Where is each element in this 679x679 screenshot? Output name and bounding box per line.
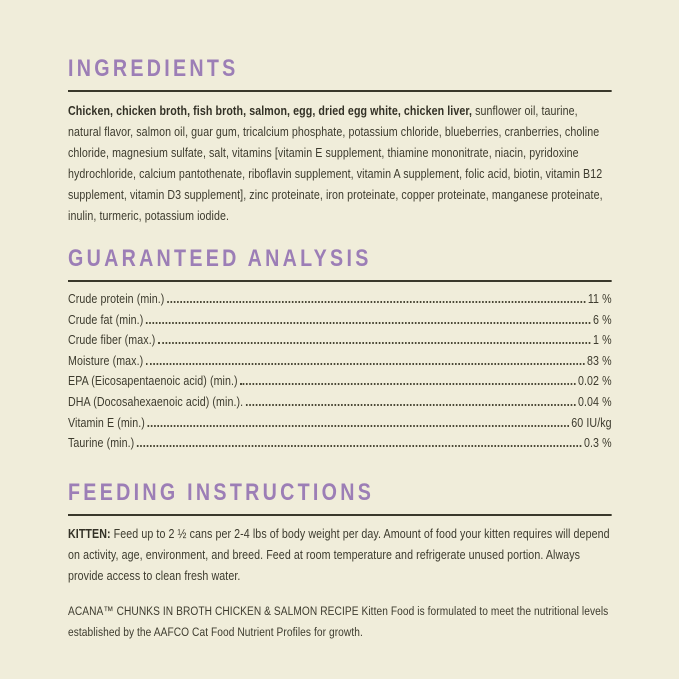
ingredients-rest: sunflower oil, taurine, natural flavor, salmon oil, guar gum, tricalcium phosphate, potassium chloride, blueberries, cranberries, choline chloride, magnesium sulfate, salt, vitamins [vitamin E supplement, thiamine mononitrate, niacin, pyridoxine hydrochloride, calcium pantothenate, riboflavin supplement, vitamin A supplement, folic acid, biotin, vitamin B12 supplement, vitamin D3 supplement], zinc proteinate, iron proteinate, copper proteinate, manganese proteinate, inulin, turmeric, potassium iodide. xyxy=(68,103,603,223)
dot-leader xyxy=(146,363,585,365)
dot-leader xyxy=(246,404,576,406)
kitten-instructions: Feed up to 2 ½ cans per 2-4 lbs of body weight per day. Amount of food your kitten requires will depend on activity, age, environment, and breed. Feed at room temperature and refrigerate unused portion. Always provide access to clean fresh water. xyxy=(68,525,610,583)
analysis-value: 0.04 % xyxy=(577,393,612,409)
ingredients-title: INGREDIENTS xyxy=(68,55,239,82)
guaranteed-analysis-title: GUARANTEED ANALYSIS xyxy=(68,245,372,272)
ingredients-section xyxy=(68,56,612,226)
analysis-row-dha xyxy=(68,392,612,413)
dot-leader xyxy=(158,342,591,344)
analysis-label: DHA (Docosahexaenoic acid) (min.). xyxy=(68,393,244,409)
section-divider xyxy=(68,90,612,92)
analysis-row-crude-fat xyxy=(68,310,612,331)
analysis-label: Moisture (max.) xyxy=(68,352,144,368)
analysis-table xyxy=(68,289,612,454)
analysis-label: Taurine (min.) xyxy=(68,435,135,451)
analysis-row-taurine xyxy=(68,433,612,454)
analysis-label: EPA (Eicosapentaenoic acid) (min.) xyxy=(68,373,238,389)
kitten-feeding-text xyxy=(68,523,612,586)
feeding-instructions-title: FEEDING INSTRUCTIONS xyxy=(68,478,375,506)
analysis-value: 11 % xyxy=(587,291,612,306)
analysis-label: Crude fat (min.) xyxy=(68,311,144,327)
analysis-label: Vitamin E (min.) xyxy=(68,414,145,430)
dot-leader xyxy=(147,425,568,427)
analysis-row-epa xyxy=(68,371,612,392)
aafco-statement: ACANA™ CHUNKS IN BROTH CHICKEN & SALMON RECIPE Kitten Food is formulated to meet the nutritional levels established by the AAFCO Cat Food Nutrient Profiles for growth. xyxy=(68,603,609,639)
ingredients-lead-bold: Chicken, chicken broth, fish broth, salmon, egg, dried egg white, chicken liver, xyxy=(68,103,473,118)
analysis-row-vitamin-e xyxy=(68,413,612,434)
dot-leader xyxy=(167,301,585,303)
dot-leader xyxy=(146,322,591,324)
analysis-value: 6 % xyxy=(593,311,612,327)
label-content xyxy=(68,56,612,643)
feeding-instructions-section xyxy=(68,480,612,643)
analysis-value: 0.3 % xyxy=(583,435,612,451)
kitten-label: KITTEN: xyxy=(68,525,111,541)
analysis-row-moisture xyxy=(68,351,612,372)
analysis-row-crude-protein xyxy=(68,289,612,310)
guaranteed-analysis-section xyxy=(68,246,612,454)
ingredients-text xyxy=(68,100,612,226)
analysis-value: 83 % xyxy=(587,352,612,368)
section-divider xyxy=(68,280,612,282)
analysis-label: Crude fiber (max.) xyxy=(68,332,156,348)
section-divider xyxy=(68,514,612,516)
analysis-value: 0.02 % xyxy=(577,373,612,389)
dot-leader xyxy=(137,445,582,447)
analysis-row-crude-fiber xyxy=(68,330,612,351)
analysis-value: 60 IU/kg xyxy=(571,414,612,430)
analysis-label: Crude protein (min.) xyxy=(68,291,165,306)
analysis-value: 1 % xyxy=(593,332,612,348)
dot-leader xyxy=(240,383,575,385)
